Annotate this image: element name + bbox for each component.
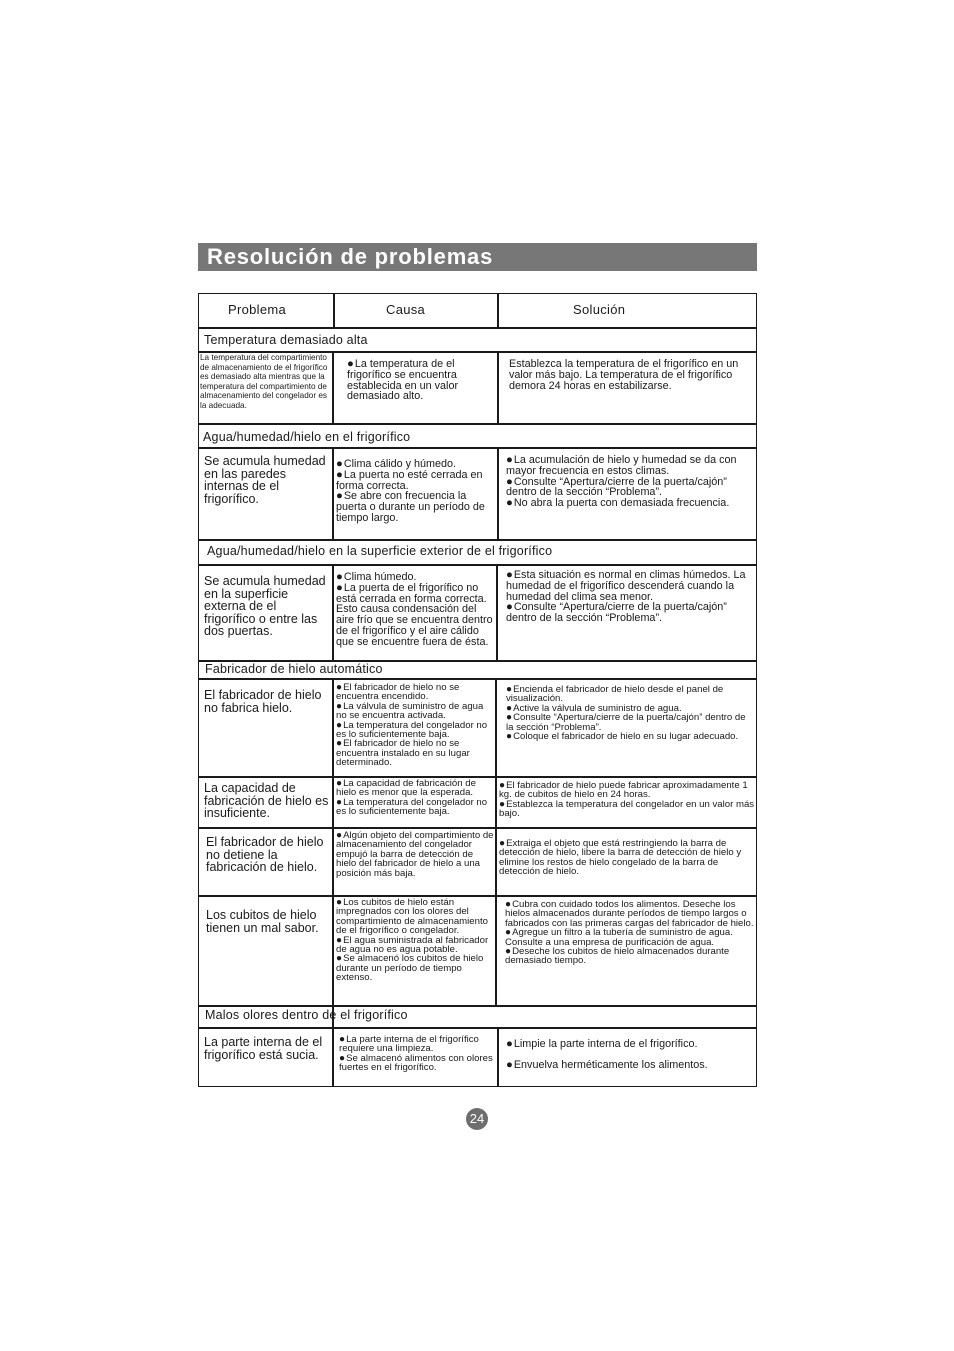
cause-item: ● Clima húmedo. bbox=[336, 572, 494, 583]
cause-item: ● La temperatura de el frigorífico se encuentra establecida en un valor demasiado alto. bbox=[347, 359, 487, 402]
solution-item: ● Deseche los cubitos de hielo almacenados durante demasiado tiempo. bbox=[505, 947, 755, 966]
solution-cell bbox=[506, 570, 754, 624]
header-cause: Causa bbox=[386, 302, 426, 317]
cause-item: ● La puerta de el frigorífico no está cerrada en forma correcta. Esto causa condensación del aire frío que se encuentra dentro de el frigorífico y el aire cálido que se encuentre fuera de ésta. bbox=[336, 583, 494, 648]
cause-cell bbox=[336, 898, 494, 983]
column-divider bbox=[497, 293, 499, 328]
row-divider bbox=[198, 678, 757, 680]
solution-item: ● Encienda el fabricador de hielo desde el panel de visualización. bbox=[506, 685, 754, 704]
cause-item: ● Se almacenó los cubitos de hielo durante un período de tiempo extenso. bbox=[336, 954, 494, 982]
solution-item: ● No abra la puerta con demasiada frecuencia. bbox=[506, 498, 754, 509]
solution-cell bbox=[499, 839, 753, 877]
cause-item: ● La temperatura del congelador no es lo suficientemente baja. bbox=[336, 721, 494, 740]
section-title: Temperatura demasiado alta bbox=[204, 333, 368, 347]
problem-cell: Los cubitos de hielo tienen un mal sabor. bbox=[206, 908, 319, 935]
problem-cell: La capacidad de fabricación de hielo es insuficiente. bbox=[204, 781, 329, 820]
column-divider bbox=[497, 351, 499, 424]
title-bar bbox=[198, 243, 757, 271]
solution-cell bbox=[506, 1039, 752, 1071]
cause-item: ● El fabricador de hielo no se encuentra encendido. bbox=[336, 683, 494, 702]
cause-item: ● Se abre con frecuencia la puerta o durante un período de tiempo largo. bbox=[336, 491, 494, 523]
solution-cell bbox=[499, 781, 756, 819]
row-divider bbox=[198, 827, 757, 829]
solution-item: ● Coloque el fabricador de hielo en su lugar adecuado. bbox=[506, 732, 754, 741]
solution-item: ● La acumulación de hielo y humedad se da con mayor frecuencia en estos climas. bbox=[506, 455, 754, 477]
solution-item: ● Envuelva herméticamente los alimentos. bbox=[506, 1060, 752, 1071]
cause-item: ● Los cubitos de hielo están impregnados con los olores del compartimiento de almacenamiento de el frigorífico o congelador. bbox=[336, 898, 494, 936]
solution-cell bbox=[509, 359, 752, 391]
column-divider bbox=[496, 564, 498, 661]
problem-cell: El fabricador de hielo no fabrica hielo. bbox=[204, 688, 322, 715]
problem-cell: Se acumula humedad en la superficie externa de el frigorífico o entre las dos puertas. bbox=[204, 574, 326, 638]
problem-cell: La temperatura del compartimiento de almacenamiento de el frigorífico es demasiado alta mientras que la temperatura del compartimiento de almacenamiento del congelador es la adecuada. bbox=[200, 353, 328, 410]
solution-item: Establezca la temperatura de el frigorífico en un valor más bajo. La temperatura de el frigorífico demora 24 horas en estabilizarse. bbox=[509, 358, 739, 392]
row-divider bbox=[198, 539, 757, 541]
solution-item: ● Agregue un filtro a la tubería de suministro de agua. Consulte a una empresa de purificación de agua. bbox=[505, 928, 755, 947]
solution-cell bbox=[506, 455, 754, 509]
header-problem: Problema bbox=[228, 302, 287, 317]
cause-item: ● Se almacenó alimentos con olores fuertes en el frigorífico. bbox=[339, 1054, 495, 1073]
solution-item: ● Extraiga el objeto que está restringiendo la barra de detección de hielo, libere la barra de detección de hielo y elimine los restos de hielo congelado de la barra de detección de hielo. bbox=[499, 839, 753, 877]
cause-cell bbox=[336, 779, 494, 817]
row-divider bbox=[198, 776, 757, 778]
row-divider bbox=[198, 895, 757, 897]
solution-item: ● Consulte “Apertura/cierre de la puerta/cajón” dentro de la sección “Problema”. bbox=[506, 477, 754, 499]
header-divider bbox=[198, 327, 757, 329]
cause-cell bbox=[339, 1035, 495, 1073]
page-number: 24 bbox=[466, 1108, 488, 1130]
cause-item: ● El agua suministrada al fabricador de agua no es agua potable. bbox=[336, 936, 494, 955]
row-divider bbox=[198, 1027, 757, 1029]
cause-item: ● La capacidad de fabricación de hielo es menor que la esperada. bbox=[336, 779, 494, 798]
problem-cell: Se acumula humedad en las paredes internas de el frigorífico. bbox=[204, 454, 326, 506]
section-title: Agua/humedad/hielo en el frigorífico bbox=[203, 430, 411, 444]
solution-item: ● Cubra con cuidado todos los alimentos. Deseche los hielos almacenados durante períodos de tiempo largos o fabricados con las primeras cargas del fabricador de hielo. bbox=[505, 900, 755, 928]
cause-item: ● Clima cálido y húmedo. bbox=[336, 459, 494, 470]
section-title: Fabricador de hielo automático bbox=[205, 662, 383, 676]
cause-cell bbox=[336, 831, 494, 878]
column-divider bbox=[495, 678, 497, 1006]
problem-cell: El fabricador de hielo no detiene la fabricación de hielo. bbox=[206, 835, 324, 874]
solution-item: ● Esta situación es normal en climas húmedos. La humedad de el frigorífico descenderá cuando la humedad del clima sea menor. bbox=[506, 570, 754, 602]
column-divider bbox=[332, 678, 334, 1086]
row-divider bbox=[198, 564, 757, 566]
cause-cell bbox=[336, 459, 494, 524]
column-divider bbox=[332, 447, 334, 540]
solution-item: ● Active la válvula de suministro de agua. bbox=[506, 704, 754, 713]
row-divider bbox=[198, 1005, 757, 1007]
row-divider bbox=[198, 423, 757, 425]
column-divider bbox=[333, 293, 335, 328]
cause-item: ● El fabricador de hielo no se encuentra instalado en su lugar determinado. bbox=[336, 739, 494, 767]
page-title: Resolución de problemas bbox=[207, 244, 494, 269]
cause-item: ● La válvula de suministro de agua no se encuentra activada. bbox=[336, 702, 494, 721]
solution-cell bbox=[506, 685, 754, 741]
column-divider bbox=[332, 564, 334, 661]
solution-item: ● Consulte “Apertura/cierre de la puerta/cajón” dentro de la sección “Problema”. bbox=[506, 713, 754, 732]
cause-cell bbox=[336, 683, 494, 768]
row-divider bbox=[198, 447, 757, 449]
cause-item: ● La puerta no esté cerrada en forma correcta. bbox=[336, 470, 494, 492]
problem-cell: La parte interna de el frigorífico está sucia. bbox=[204, 1035, 323, 1062]
column-divider bbox=[497, 447, 499, 540]
column-divider bbox=[497, 1027, 499, 1086]
cause-item: ● Algún objeto del compartimiento de almacenamiento del congelador empujó la barra de detección de hielo del fabricador de hielo a una posición más baja. bbox=[336, 831, 494, 878]
section-title: Malos olores dentro de el frigorífico bbox=[205, 1008, 408, 1022]
solution-cell bbox=[505, 900, 755, 966]
solution-item: ● Limpie la parte interna de el frigorífico. bbox=[506, 1039, 752, 1050]
solution-item: ● El fabricador de hielo puede fabricar aproximadamente 1 kg. de cubitos de hielo en 24 horas. bbox=[499, 781, 756, 800]
cause-cell bbox=[336, 572, 494, 648]
header-solution: Solución bbox=[573, 302, 626, 317]
solution-item: ● Consulte “Apertura/cierre de la puerta/cajón” dentro de la sección “Problema”. bbox=[506, 602, 754, 624]
cause-item: ● La parte interna de el frigorífico requiere una limpieza. bbox=[339, 1035, 495, 1054]
solution-item: ● Establezca la temperatura del congelador en un valor más bajo. bbox=[499, 800, 756, 819]
column-divider bbox=[332, 351, 334, 424]
section-title: Agua/humedad/hielo en la superficie exterior de el frigorífico bbox=[207, 544, 553, 558]
cause-cell bbox=[347, 359, 487, 402]
cause-item: ● La temperatura del congelador no es lo suficientemente baja. bbox=[336, 798, 494, 817]
